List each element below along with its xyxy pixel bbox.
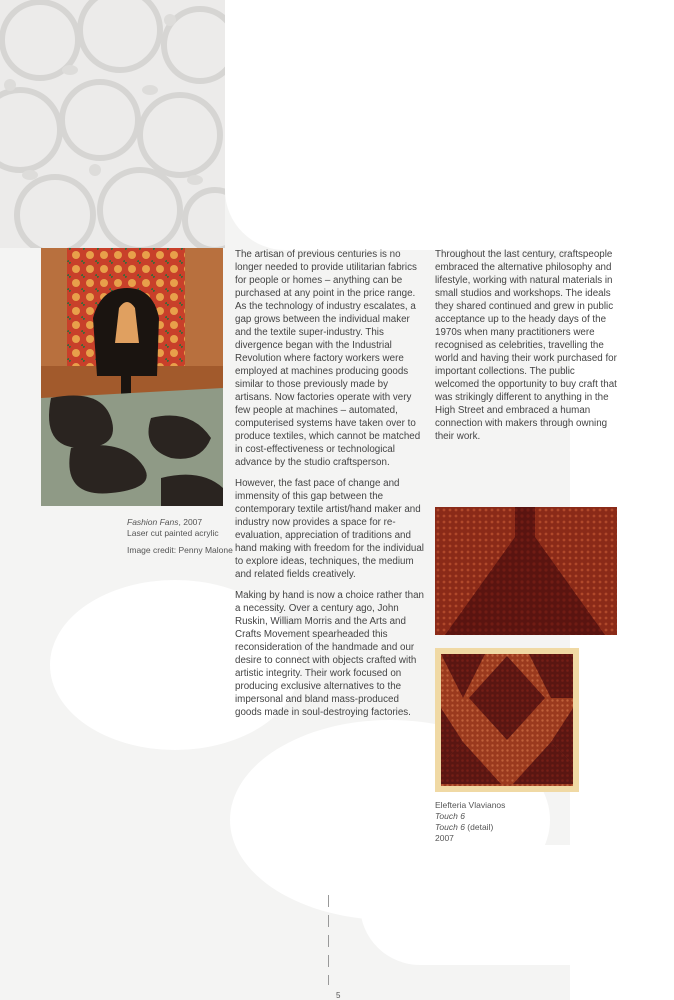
divider — [328, 895, 329, 907]
artist-name: Elefteria Vlavianos — [435, 800, 506, 810]
figure-caption-left — [127, 517, 237, 556]
artwork-title: Touch 6 — [435, 822, 465, 832]
paragraph: Throughout the last century, craftspeople embraced the alternative philosophy and lifestyle, working with natural materials in small studios and workshops. The ideals they shared continued and grew in public acceptance up to the heady days of the 1970s when many practitioners were recognised as celebrities, travelling the world and having their work purchased for important collections. The public welcomed the opportunity to buy craft that was strikingly different to anything in the High Street and embraced a human connection with makers through owning their work. — [435, 249, 617, 442]
paragraph: Making by hand is now a choice rather than a necessity. Over a century ago, John Ruskin, William Morris and the Arts and Crafts Movement spearheaded this reconsideration of the handmade and our desire to connect with objects crafted with artistic integrity. Their work focused on producing exclusive alternatives to the impersonal and bland mass-produced goods made in soul-destroying factories. — [235, 590, 424, 718]
divider — [328, 975, 329, 985]
artwork-photo-fashion-fans — [41, 248, 223, 506]
artwork-year: 2007 — [435, 833, 454, 843]
paragraph: However, the fast pace of change and immensity of this gap between the contemporary textile artist/hand maker and industry now provides a space for re-evaluation, appreciation of traditions and hand making with freedom for the individual to explore ideas, techniques, the medium and related fields creatively. — [235, 478, 424, 580]
floral-pattern — [0, 0, 225, 248]
artwork-medium: Laser cut painted acrylic — [127, 528, 219, 538]
artwork-title: Touch 6 — [435, 811, 465, 821]
artwork-title: Fashion Fans — [127, 517, 179, 527]
body-column-right — [435, 248, 620, 451]
divider — [328, 935, 329, 947]
artwork-photo-touch-6 — [435, 648, 579, 792]
divider — [328, 955, 329, 967]
background-shape — [360, 845, 650, 965]
figure-caption-right — [435, 800, 575, 844]
artwork-year: , 2007 — [178, 517, 203, 527]
page-number: 5 — [336, 991, 341, 1000]
body-column-middle — [235, 248, 425, 727]
image-credit: Image credit: Penny Malone — [127, 545, 233, 555]
divider — [328, 915, 329, 927]
artwork-detail-note: (detail) — [464, 822, 494, 832]
paragraph: The artisan of previous centuries is no longer needed to provide utilitarian fabrics for people or homes – anything can be purchased at any point in the price range. As the technology of industry escalates, a gap grows between the individual maker and the textile super-industry. This divergence began with the Industrial Revolution where factory workers were employed at machines producing goods similar to those previously made by artisans. Now factories operate with very few people at machines – automated, computerised systems have taken over to produce textiles, which cannot be matched in cost-effectiveness or technological advance by the studio craftsperson. — [235, 249, 421, 468]
artwork-photo-touch-6-detail — [435, 507, 617, 635]
background-shape — [225, 0, 674, 250]
